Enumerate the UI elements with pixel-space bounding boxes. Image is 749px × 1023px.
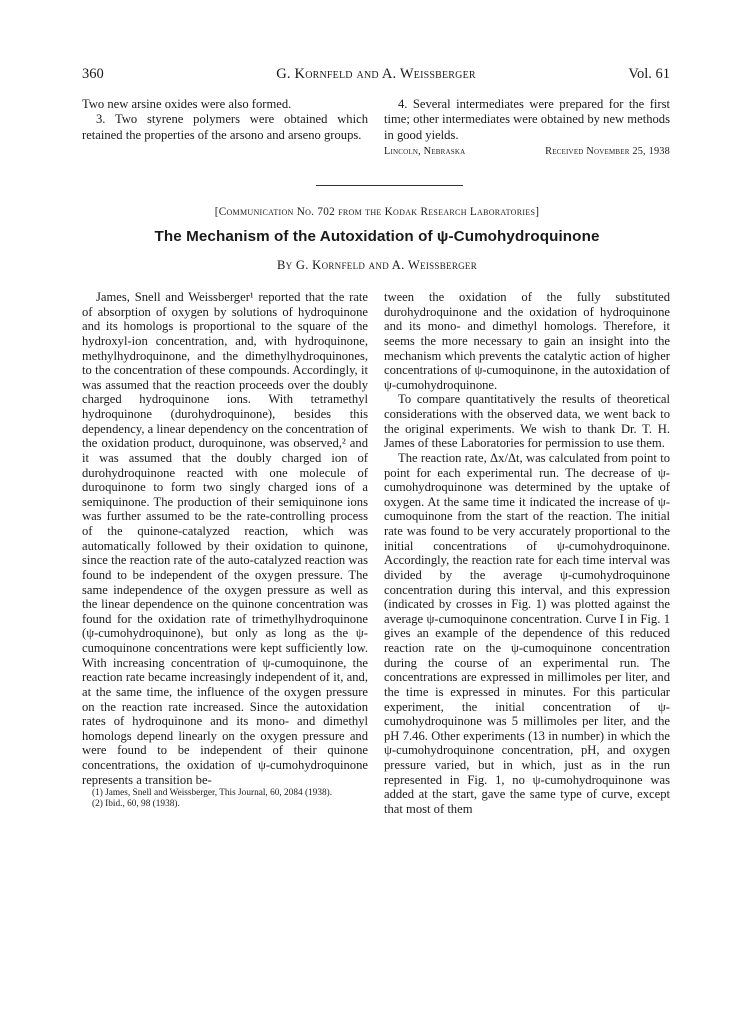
article-byline: By G. Kornfeld and A. Weissberger xyxy=(276,258,478,272)
body-paragraph: tween the oxidation of the fully substituted durohydroquinone and the oxidation of hydroquinone and its mono- and dimethyl homologs. Therefore, it seems the more necessary to gain an insight into the mechanism which prevents the catalytic action of higher concentrations of ψ-cumoquinone, in the autoxidation of ψ-cumohydroquinone. xyxy=(384,290,670,392)
previous-article-paragraph: 3. Two styrene polymers were obtained which retained the properties of the arsono and arseno groups. xyxy=(82,112,368,142)
body-paragraph: To compare quantitatively the results of theoretical considerations with the observed data, we went back to the original experiments. We wish to thank Dr. T. H. James of these Laboratories for permission to use them. xyxy=(384,392,670,451)
previous-article-left-column xyxy=(82,97,368,143)
volume-label: Vol. 61 xyxy=(628,66,670,82)
body-paragraph: James, Snell and Weissberger¹ reported that the rate of absorption of oxygen by solutions of hydroquinone and its homologs is proportional to the square of the hydroxyl-ion concentration, and, with hydroquinone, methylhydroquinone, and the dimethylhydroquinones, to the concentration of these compounds. Accordingly, it was assumed that the reaction proceeds over the doubly charged hydroquinone ions. With tetramethyl hydroquinone (durohydroquinone), besides this dependency, a linear dependency on the concentration of the oxidation product, duroquinone, was observed,² and it was assumed that the doubly charged ion of durohydroquinone reacted with one molecule of duroquinone to form two singly charged ions of a semiquinone. The production of their semiquinone ions was further assumed to be the rate-controlling process of the quinone-catalyzed reaction, which was automatically followed by their oxidation to quinone, since the reaction rate of the auto-catalyzed reaction was found to be independent of the oxygen pressure. The same independence of the oxygen pressure as well as the linear dependence on the quinone concentration was found for the oxidation rate of trimethylhydroquinone (ψ-cumohydroquinone), but only as long as the ψ-cumoquinone concentrations were kept sufficiently low. With increasing concentration of ψ-cumoquinone, the reaction rate became increasingly independent of it, and, at the same time, the influence of the oxygen pressure on the reaction rate increased. Since the autoxidation rates of hydroquinone and its mono- and dimethyl homologs depend linearly on the oxygen pressure and were found to be independent of their quinone concentrations, the oxidation of ψ-cumohydroquinone represents a transition be- xyxy=(82,290,368,787)
footnote: (1) James, Snell and Weissberger, This Journal, 60, 2084 (1938). xyxy=(92,788,333,799)
previous-article-paragraph: 4. Several intermediates were prepared for the first time; other intermediates were obtained by new methods in good yields. xyxy=(384,97,670,142)
article-signature xyxy=(384,144,670,159)
page-header xyxy=(82,66,670,84)
section-divider xyxy=(316,185,463,186)
article-title: The Mechanism of the Autoxidation of ψ-Cumohydroquinone xyxy=(154,228,600,245)
signature-place: Lincoln, Nebraska xyxy=(384,146,466,158)
article-right-column xyxy=(384,290,670,817)
body-paragraph: The reaction rate, Δx/Δt, was calculated from point to point for each experimental run. The decrease of ψ-cumohydroquinone was determined by the uptake of oxygen. At the same time it indicated the increase of ψ-cumoquinone from the start of the reaction. The initial rate was found to be very accurately proportional to the initial concentrations of ψ-cumohydroquinone. Accordingly, the reaction rate for each time interval was divided by the average ψ-cumohydroquinone concentration during this interval, and this expression (indicated by crosses in Fig. 1) was plotted against the average ψ-cumoquinone concentration. Curve I in Fig. 1 gives an example of the dependence of this reduced reaction rate on the ψ-cumoquinone concentration during the course of an experimental run. The concentrations are expressed in millimoles per liter, and the time is expressed in minutes. For this particular experiment, the initial concentration of ψ-cumohydroquinone was 5 millimoles per liter, and the pH 7.46. Other experiments (13 in number) in which the ψ-cumohydroquinone concentration, pH, and oxygen pressure varied, but in which, just as in the run represented in Fig. 1, no ψ-cumohydroquinone was added at the start, gave the same type of curve, except that most of them xyxy=(384,450,670,816)
previous-article-paragraph: Two new arsine oxides were also formed. xyxy=(82,97,292,111)
running-head: G. Kornfeld and A. Weissberger xyxy=(276,66,476,82)
footnotes xyxy=(82,788,368,810)
footnote: (2) Ibid., 60, 98 (1938). xyxy=(92,799,180,810)
page-number: 360 xyxy=(82,66,104,82)
previous-article-end xyxy=(82,97,672,167)
communication-line: [Communication No. 702 from the Kodak Research Laboratories] xyxy=(214,206,540,218)
signature-received: Received November 25, 1938 xyxy=(545,146,670,158)
previous-article-right-column xyxy=(384,97,670,160)
article-body xyxy=(82,290,672,1010)
article-left-column xyxy=(82,290,368,810)
